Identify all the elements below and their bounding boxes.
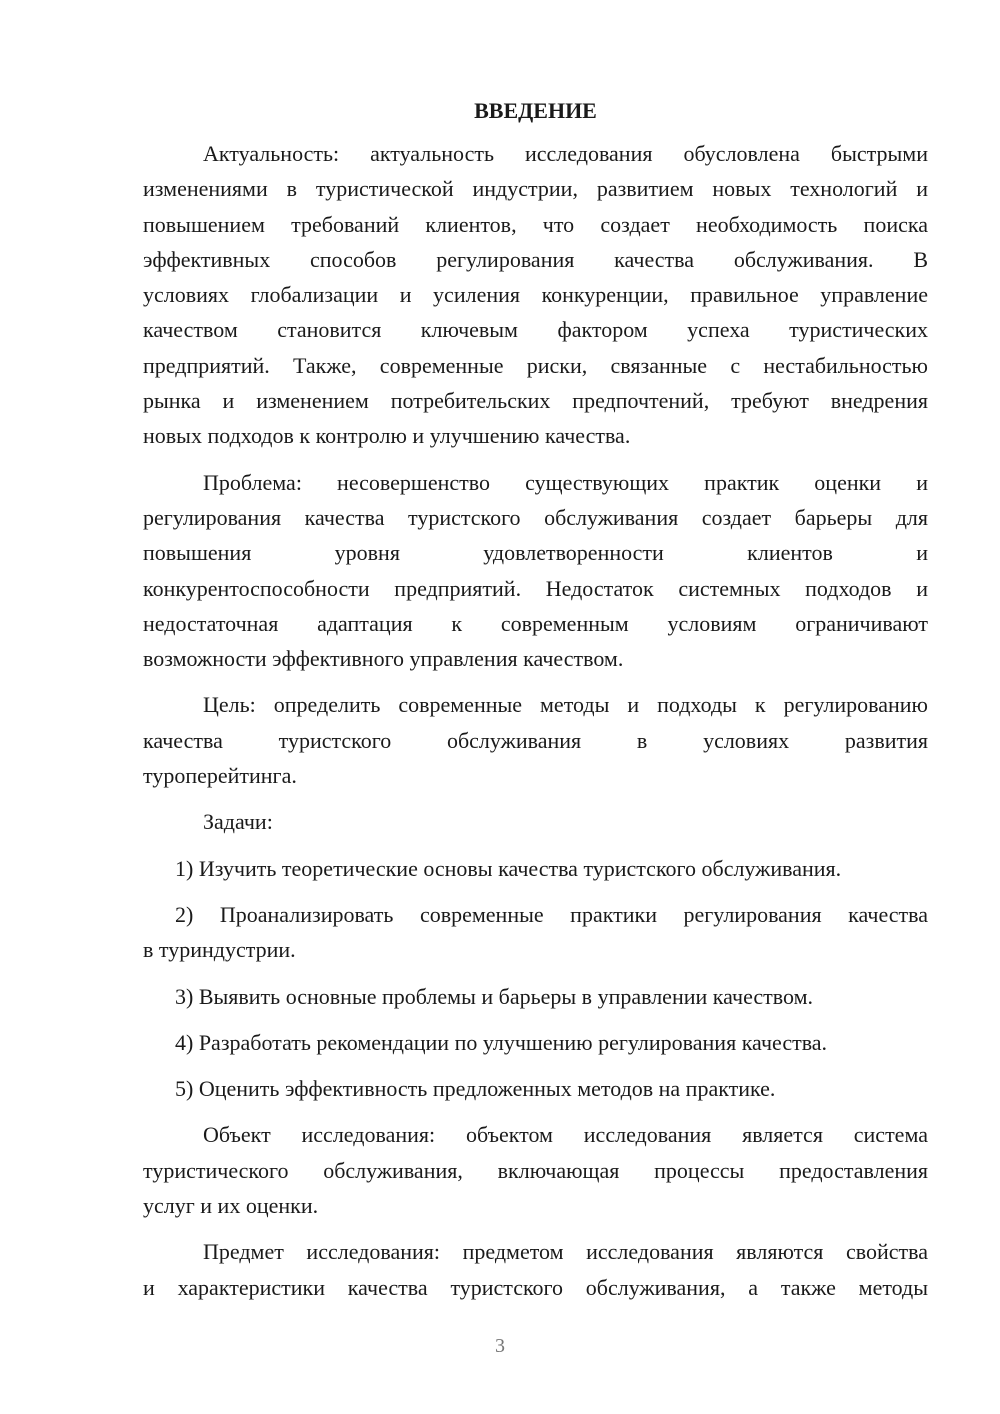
text-line: услуг и их оценки. [143,1193,319,1219]
page-number: 3 [495,1335,505,1357]
text-line: 2) Проанализировать современные практики регулирования качества [175,901,928,927]
text-line: условиях глобализации и усиления конкуренции, правильное управление [143,282,928,308]
text-line: рынка и изменением потребительских предпочтений, требуют внедрения [143,388,928,414]
text-line: 4) Разработать рекомендации по улучшению регулирования качества. [175,1029,828,1055]
text-line: в туриндустрии. [143,937,296,963]
text-line: и характеристики качества туристского обслуживания, а также методы [143,1274,928,1300]
text-line: новых подходов к контролю и улучшению качества. [143,423,631,449]
section-heading: ВВЕДЕНИЕ [474,98,597,123]
text-line: Цель: определить современные методы и подходы к регулированию [203,692,928,718]
text-line: Проблема: несовершенство существующих практик оценки и [203,469,928,495]
text-line: Предмет исследования: предметом исследования являются свойства [203,1239,928,1265]
text-line: качества туристского обслуживания в условиях развития [143,727,928,753]
text-line: Задачи: [203,809,273,835]
text-line: недостаточная адаптация к современным условиям ограничивают [143,610,928,636]
tasks-label [143,804,928,839]
text-line: Актуальность: актуальность исследования обусловлена быстрыми [203,141,928,166]
task-item-4 [143,1025,928,1060]
object-paragraph [143,1117,928,1223]
text-line: туроперейтинга. [143,763,297,789]
text-line: конкурентоспособности предприятий. Недостаток системных подходов и [143,575,928,601]
text-line: регулирования качества туристского обслуживания создает барьеры для [143,504,928,530]
task-item-1 [143,851,928,886]
task-item-2 [143,897,928,968]
document-page [143,96,928,1316]
text-line: 3) Выявить основные проблемы и барьеры в управлении качеством. [175,983,813,1009]
text-line: качеством становится ключевым фактором успеха туристических [143,317,928,343]
task-item-3 [143,979,928,1014]
text-line: предприятий. Также, современные риски, связанные с нестабильностью [143,352,928,378]
task-item-5 [143,1071,928,1106]
text-line: 5) Оценить эффективность предложенных методов на практике. [175,1076,776,1102]
text-line: эффективных способов регулирования качества обслуживания. В [143,246,928,272]
text-line: 1) Изучить теоретические основы качества туристского обслуживания. [175,855,842,881]
problem-paragraph [143,465,928,677]
text-line: туристического обслуживания, включающая процессы предоставления [143,1157,928,1183]
text-line: возможности эффективного управления качеством. [143,646,624,672]
subject-paragraph [143,1234,928,1305]
text-line: изменениями в туристической индустрии, развитием новых технологий и [143,176,928,202]
relevance-paragraph [143,136,928,454]
text-line: повышением требований клиентов, что создает необходимость поиска [143,211,928,237]
text-line: Объект исследования: объектом исследования является система [203,1122,928,1148]
text-line: повышения уровня удовлетворенности клиентов и [143,540,928,566]
goal-paragraph [143,687,928,793]
